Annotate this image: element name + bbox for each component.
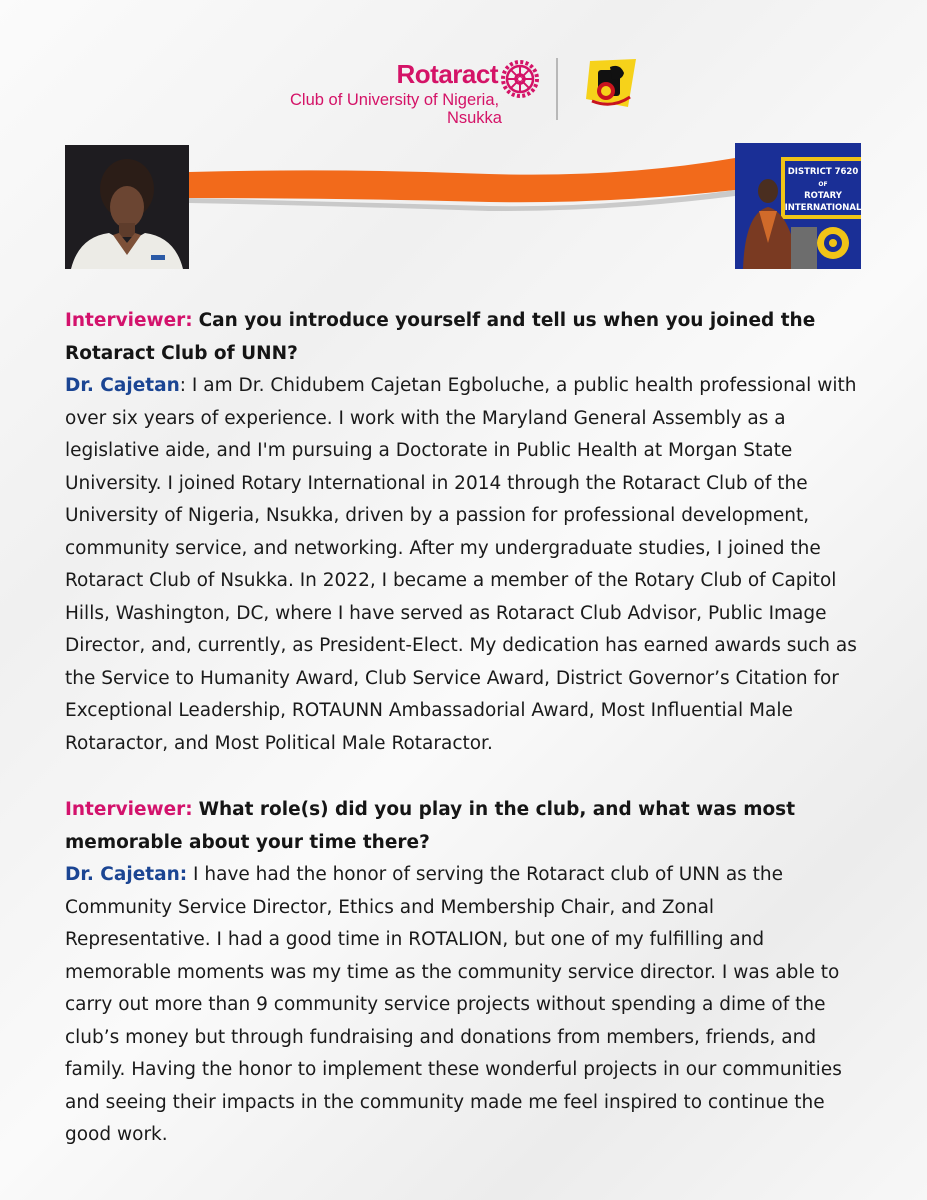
orange-banner: [189, 140, 735, 220]
question-text: Can you introduce yourself and tell us when you joined the Rotaract Club of UNN?: [65, 310, 816, 364]
interviewee-photo: [65, 145, 189, 269]
logo-wordmark: Rotaract: [396, 59, 498, 89]
logo-divider: [556, 58, 558, 120]
interview-content: [65, 305, 865, 1186]
podium-banner-line3: ROTARY: [804, 191, 842, 201]
podium-banner-line4: INTERNATIONAL: [784, 203, 861, 213]
interview-block-1: [65, 305, 865, 760]
respondent-label: Dr. Cajetan: [65, 375, 180, 396]
header: [0, 0, 927, 130]
interview-block-2: [65, 794, 865, 1152]
podium-banner-line2: OF: [818, 181, 828, 188]
podium-banner-line1: DISTRICT 7620: [787, 167, 859, 177]
answer-separator: :: [179, 375, 192, 396]
question-text: What role(s) did you play in the club, and what was most memorable about your time there?: [65, 799, 796, 853]
interviewer-label: Interviewer:: [65, 799, 193, 820]
portrait-photo-icon: [65, 145, 189, 269]
rotary-wheel-icon: [498, 57, 542, 101]
interviewer-label: Interviewer:: [65, 310, 193, 331]
rotaract-logo: [290, 55, 550, 125]
speaker-at-podium-icon: [735, 143, 861, 269]
speaker-photo: [735, 143, 861, 269]
logo-subtitle-line1: Club of University of Nigeria,: [290, 91, 500, 109]
logo-subtitle-line2: Nsukka: [446, 109, 502, 127]
answer-text: I have had the honor of serving the Rotaract club of UNN as the Community Service Director, Ethics and Membership Chair, and Zonal Representative. I had a good time in ROTALION, but one of my fulfilling and memorable moments was my time as the community service director. I was able to carry out more than 9 community service projects without spending a dime of the club’s money but through fundraising and donations from members, friends, and family. Having the honor to implement these wonderful projects in our communities and seeing their impacts in the community made me feel inspired to continue the good work.: [65, 864, 842, 1145]
respondent-label: Dr. Cajetan:: [65, 864, 188, 885]
lion-crest-icon: [580, 55, 638, 113]
answer-text: I am Dr. Chidubem Cajetan Egboluche, a public health professional with over six years of experience. I work with the Maryland General Assembly as a legislative aide, and I'm pursuing a Doctorate in Public Health at Morgan State University. I joined Rotary International in 2014 through the Rotaract Club of the University of Nigeria, Nsukka, driven by a passion for professional development, community service, and networking. After my undergraduate studies, I joined the Rotaract Club of Nsukka. In 2022, I became a member of the Rotary Club of Capitol Hills, Washington, DC, where I have served as Rotaract Club Advisor, Public Image Director, and, currently, as President-Elect. My dedication has earned awards such as the Service to Humanity Award, Club Service Award, District Governor’s Citation for Exceptional Leadership, ROTAUNN Ambassadorial Award, Most Influential Male Rotaractor, and Most Political Male Rotaractor.: [65, 375, 857, 754]
